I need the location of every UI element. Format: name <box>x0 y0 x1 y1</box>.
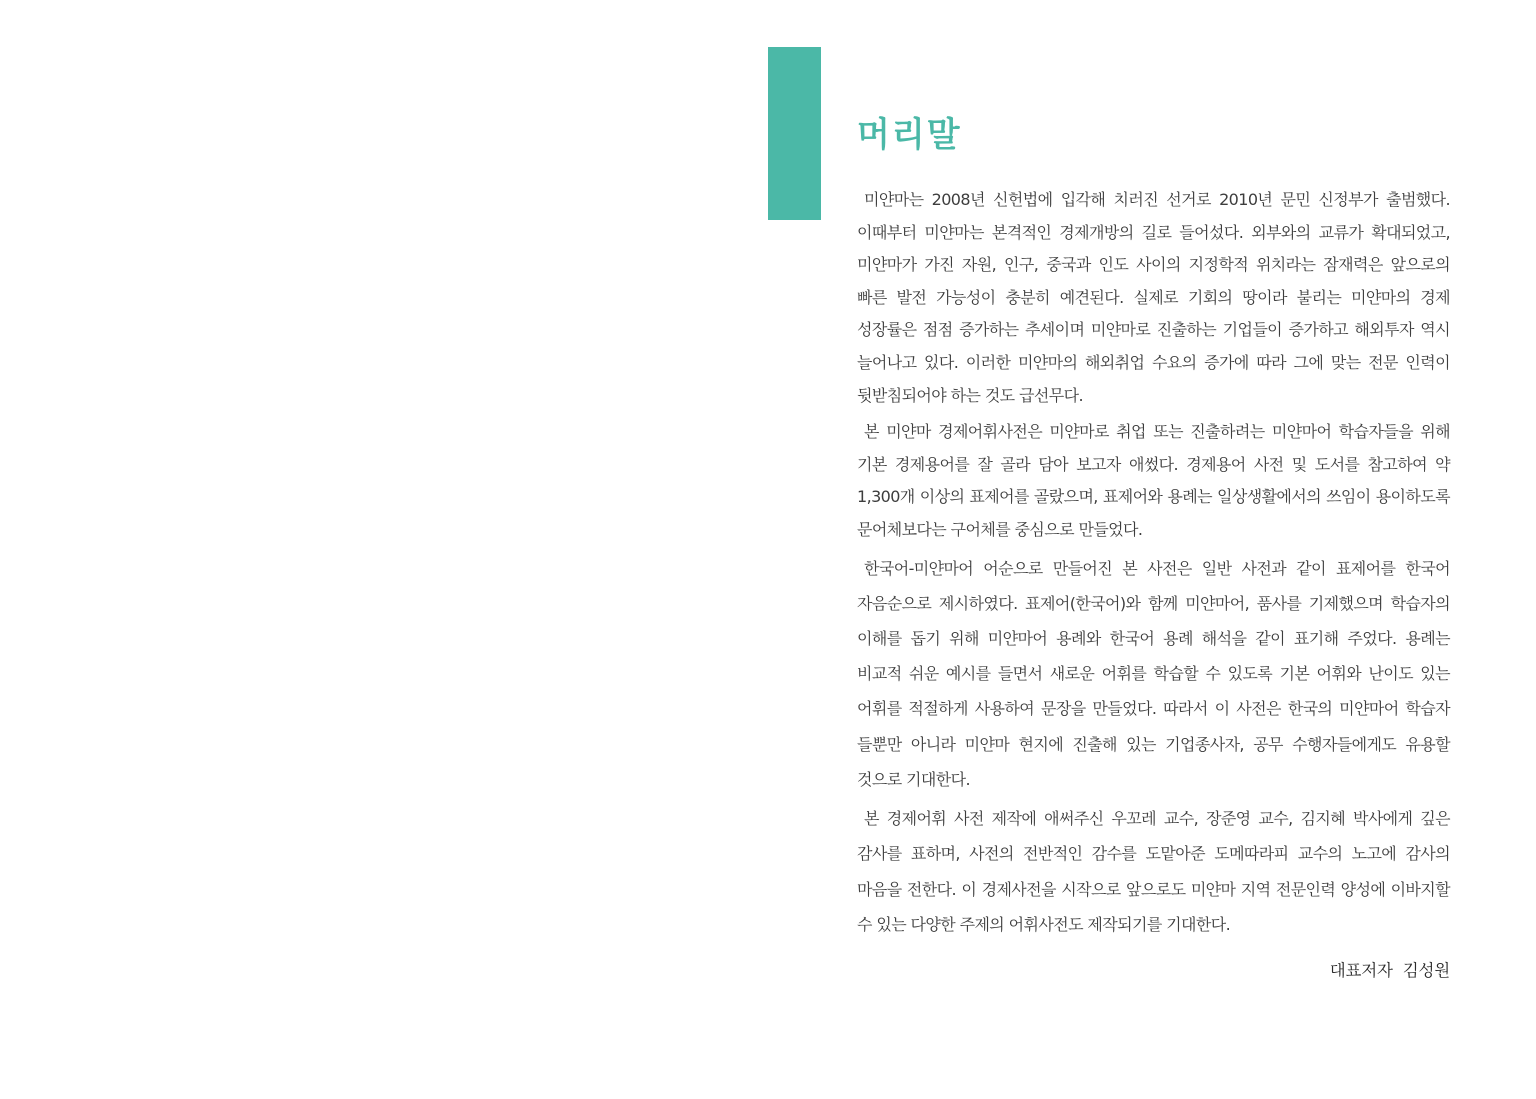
accent-bar <box>768 47 821 220</box>
author-signature: 대표저자 김성원 <box>1329 960 1450 980</box>
preface-section <box>857 112 1450 981</box>
preface-paragraph-1: 미얀마는 2008년 신헌법에 입각해 치러진 선거로 2010년 문민 신정부가 출범했다. 이때부터 미얀마는 본격적인 경제개방의 길로 들어섰다. 외부와의 교류가 확대되었고, 미얀마가 가진 자원, 인구, 중국과 인도 사이의 지정학적 위치라는 잠재력은 앞으로의 빠른 발전 가능성이 충분히 예견된다. 실제로 기회의 땅이라 불리는 미얀마의 경제 성장률은 점점 증가하는 추세이며 미얀마로 진출하는 기업들이 증가하고 해외투자 역시 늘어나고 있다. 이러한 미얀마의 해외취업 수요의 증가에 따라 그에 맞는 전문 인력이 뒷받침되어야 하는 것도 급선무다. <box>857 190 1450 405</box>
page-title: 머리말 <box>857 115 962 155</box>
preface-paragraph-4: 본 경제어휘 사전 제작에 애써주신 우꼬레 교수, 장준영 교수, 김지혜 박사에게 깊은 감사를 표하며, 사전의 전반적인 감수를 도맡아준 도메따라피 교수의 노고에 감사의 마음을 전한다. 이 경제사전을 시작으로 앞으로도 미얀마 지역 전문인력 양성에 이바지할 수 있는 다양한 주제의 어휘사전도 제작되기를 기대한다. <box>857 808 1450 935</box>
preface-paragraph-3: 한국어-미얀마어 어순으로 만들어진 본 사전은 일반 사전과 같이 표제어를 한국어 자음순으로 제시하였다. 표제어(한국어)와 함께 미얀마어, 품사를 기제했으며 학습자의 이해를 돕기 위해 미얀마어 용례와 한국어 용례 해석을 같이 표기해 주었다. 용례는 비교적 쉬운 예시를 들면서 새로운 어휘를 학습할 수 있도록 기본 어휘와 난이도 있는 어휘를 적절하게 사용하여 문장을 만들었다. 따라서 이 사전은 한국의 미얀마어 학습자 들뿐만 아니라 미얀마 현지에 진출해 있는 기업종사자, 공무 수행자들에게도 유용할 것으로 기대한다. <box>857 558 1450 789</box>
preface-paragraph-2: 본 미얀마 경제어휘사전은 미얀마로 취업 또는 진출하려는 미얀마어 학습자들을 위해 기본 경제용어를 잘 골라 담아 보고자 애썼다. 경제용어 사전 및 도서를 참고하여 약 1,300개 이상의 표제어를 골랐으며, 표제어와 용례는 일상생활에서의 쓰임이 용이하도록 문어체보다는 구어체를 중심으로 만들었다. <box>857 422 1450 539</box>
